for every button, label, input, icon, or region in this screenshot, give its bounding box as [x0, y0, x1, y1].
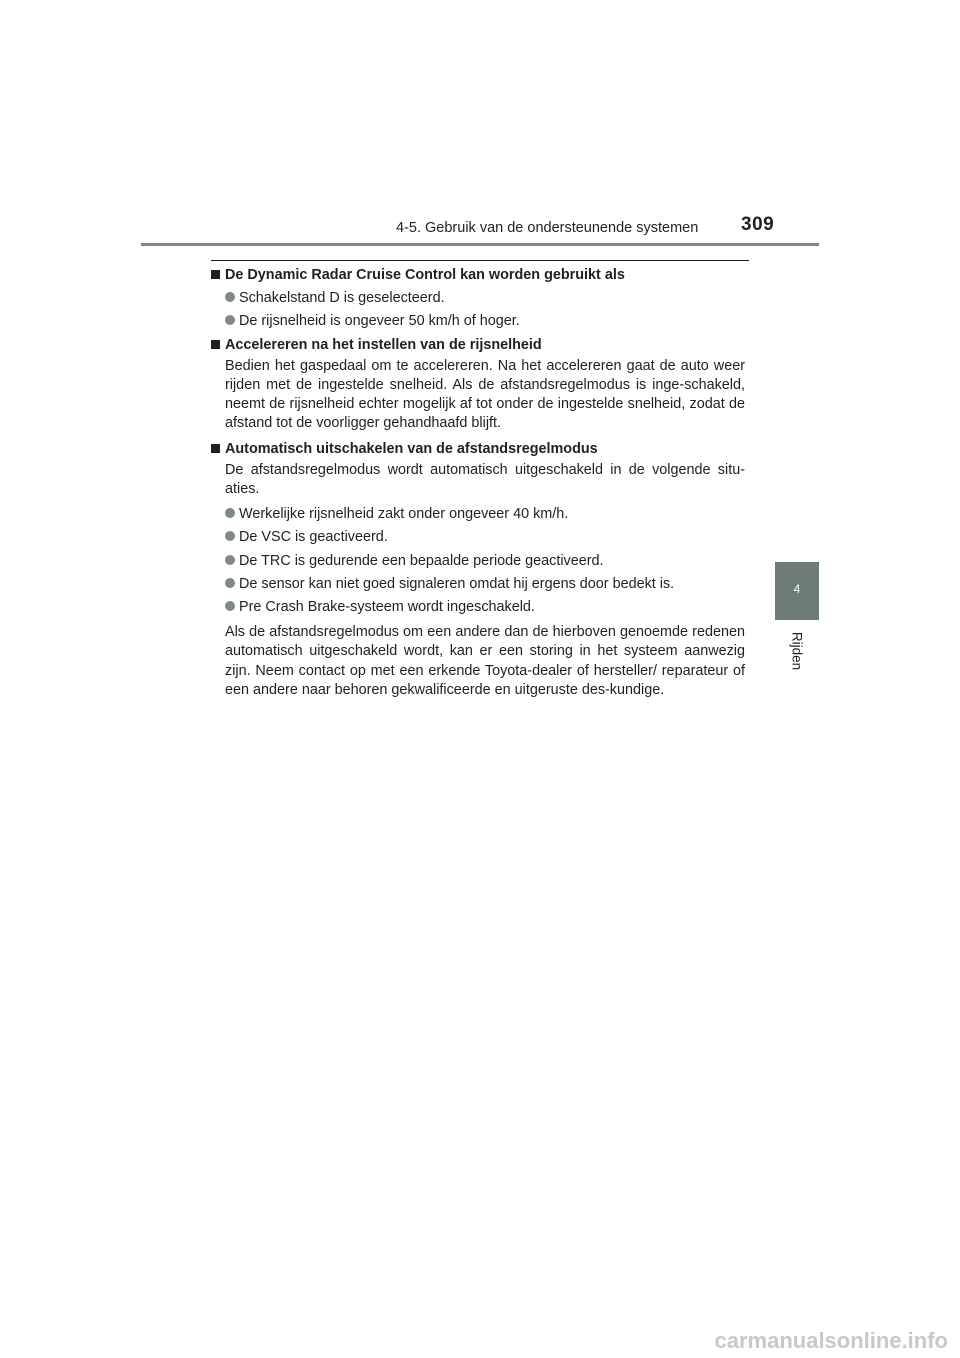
circle-bullet-icon	[225, 555, 235, 565]
square-bullet-icon	[211, 270, 220, 279]
list-item-text: De rijsnelheid is ongeveer 50 km/h of hoger.	[239, 313, 520, 330]
circle-bullet-icon	[225, 578, 235, 588]
chapter-number: 4	[793, 582, 801, 596]
watermark-text: carmanualsonline.info	[714, 1328, 948, 1353]
list-item-text: Pre Crash Brake-systeem wordt ingeschakeld.	[239, 599, 535, 616]
list-item	[225, 312, 745, 331]
header-rule	[141, 243, 819, 246]
list-item-text: Werkelijke rijsnelheid zakt onder ongeveer 40 km/h.	[239, 506, 569, 523]
list-item	[225, 575, 745, 594]
circle-bullet-icon	[225, 315, 235, 325]
paragraph: Bedien het gaspedaal om te accelereren. Na het accelereren gaat de auto weer rijden met de ingestelde snelheid. Als de afstandsregelmodus is inge-schakeld, neemt de rijsnelheid echter mogelijk af tot onder de ingestelde snelheid, zodat de afstand tot de voorligger gehandhaafd blijft.	[225, 357, 745, 432]
square-bullet-icon	[211, 444, 220, 453]
chapter-tab	[775, 562, 819, 620]
page-content	[211, 266, 745, 700]
list-item-text: De TRC is gedurende een bepaalde periode geactiveerd.	[239, 552, 604, 569]
paragraph: Als de afstandsregelmodus om een andere dan de hierboven genoemde redenen automatisch uitgeschakeld wordt, kan er een storing in het systeem aanwezig zijn. Neem contact op met een erkende Toyota-dealer of hersteller/ reparateur of een andere naar behoren gekwalificeerde en uitgeruste des-kundige.	[225, 624, 745, 698]
list-item	[225, 598, 745, 617]
list-item-text: De sensor kan niet goed signaleren omdat hij ergens door bedekt is.	[239, 575, 675, 592]
circle-bullet-icon	[225, 508, 235, 518]
section-title: 4-5. Gebruik van de ondersteunende systemen	[396, 220, 699, 236]
section-heading-text: De Dynamic Radar Cruise Control kan worden gebruikt als	[225, 267, 625, 283]
content-top-rule	[211, 260, 749, 261]
section-heading	[211, 336, 745, 355]
section-heading	[211, 440, 745, 459]
list-item-text: Schakelstand D is geselecteerd.	[239, 290, 445, 307]
circle-bullet-icon	[225, 531, 235, 541]
section-heading-text: Automatisch uitschakelen van de afstandsregelmodus	[225, 440, 598, 457]
list-item	[225, 289, 745, 308]
chapter-label: Rijden	[789, 631, 805, 671]
circle-bullet-icon	[225, 292, 235, 302]
circle-bullet-icon	[225, 601, 235, 611]
list-item	[225, 528, 745, 547]
list-item	[225, 505, 745, 524]
paragraph: De afstandsregelmodus wordt automatisch uitgeschakeld in de volgende situ-aties.	[225, 461, 745, 498]
page-number: 309	[741, 214, 775, 235]
list-item-text: De VSC is geactiveerd.	[239, 529, 388, 546]
square-bullet-icon	[211, 340, 220, 349]
section-heading-text: Accelereren na het instellen van de rijsnelheid	[225, 336, 542, 353]
section-heading	[211, 266, 745, 285]
list-item	[225, 552, 745, 571]
